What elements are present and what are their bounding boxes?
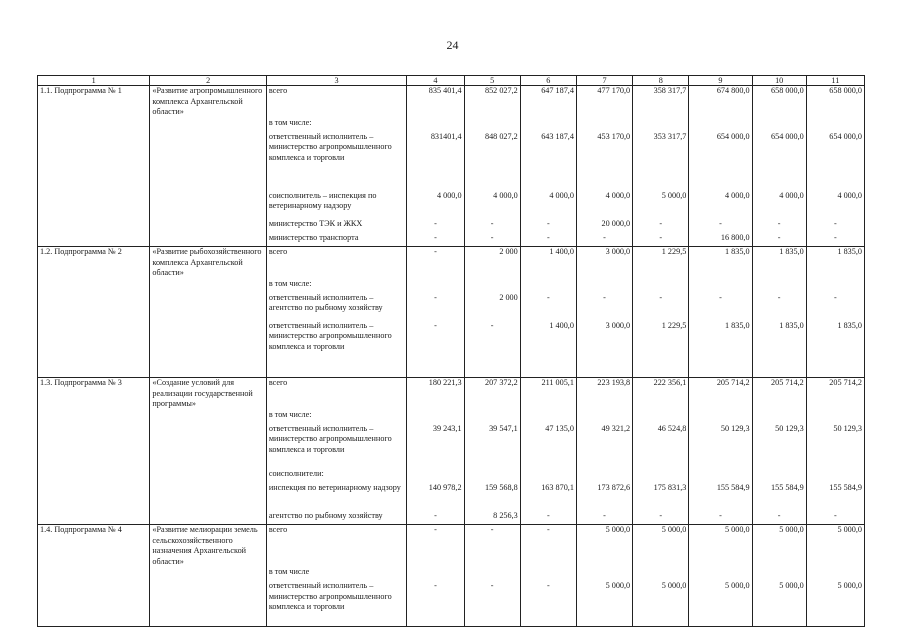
table-row <box>38 511 865 525</box>
header-cell: 2 <box>150 76 266 86</box>
header-cell: 6 <box>520 76 576 86</box>
amount-cell: 1 835,0 <box>689 321 752 366</box>
amount-cell: 159 568,8 <box>464 483 520 511</box>
amount-cell: 5 000,0 <box>633 525 689 568</box>
funding-source-label: всего <box>266 247 407 279</box>
amount-cell <box>633 469 689 483</box>
amount-cell <box>520 469 576 483</box>
budget-table <box>37 75 865 627</box>
amount-cell: - <box>464 233 520 247</box>
amount-cell <box>520 567 576 581</box>
amount-cell: - <box>806 233 864 247</box>
funding-source-label: в том числе <box>266 567 407 581</box>
amount-cell <box>752 177 806 191</box>
subprogram-title <box>150 279 266 293</box>
amount-cell: 5 000,0 <box>806 525 864 568</box>
amount-cell: - <box>407 581 464 626</box>
subprogram-title <box>150 118 266 132</box>
header-cell: 9 <box>689 76 752 86</box>
table-row <box>38 525 865 568</box>
amount-cell: 1 835,0 <box>689 247 752 279</box>
amount-cell: - <box>407 525 464 568</box>
amount-cell: 5 000,0 <box>576 525 632 568</box>
subprogram-title <box>150 567 266 581</box>
amount-cell: - <box>520 581 576 626</box>
amount-cell <box>752 118 806 132</box>
subprogram-title <box>150 293 266 321</box>
amount-cell <box>576 410 632 424</box>
table-row <box>38 219 865 233</box>
amount-cell: 180 221,3 <box>407 378 464 410</box>
amount-cell: 453 170,0 <box>576 132 632 177</box>
amount-cell <box>752 366 806 378</box>
amount-cell: - <box>464 525 520 568</box>
amount-cell: 5 000,0 <box>633 191 689 219</box>
amount-cell <box>806 567 864 581</box>
amount-cell: 207 372,2 <box>464 378 520 410</box>
amount-cell: 16 800,0 <box>689 233 752 247</box>
amount-cell: - <box>633 233 689 247</box>
amount-cell <box>464 366 520 378</box>
funding-source-label <box>266 366 407 378</box>
subprogram-title <box>150 511 266 525</box>
amount-cell: 2 000 <box>464 247 520 279</box>
amount-cell: - <box>633 293 689 321</box>
subprogram-title <box>150 469 266 483</box>
amount-cell: - <box>689 293 752 321</box>
subprogram-title <box>150 483 266 511</box>
funding-source-label: в том числе: <box>266 118 407 132</box>
funding-source-label: инспекция по ветеринарному надзору <box>266 483 407 511</box>
table-row <box>38 279 865 293</box>
amount-cell: 4 000,0 <box>407 191 464 219</box>
amount-cell: - <box>520 233 576 247</box>
amount-cell: 1 835,0 <box>752 247 806 279</box>
amount-cell: 647 187,4 <box>520 86 576 118</box>
subprogram-code <box>38 132 150 177</box>
amount-cell: 4 000,0 <box>576 191 632 219</box>
amount-cell: 155 584,9 <box>752 483 806 511</box>
amount-cell: - <box>520 511 576 525</box>
amount-cell <box>464 410 520 424</box>
amount-cell: 50 129,3 <box>806 424 864 469</box>
table-row <box>38 321 865 366</box>
funding-source-label: министерство ТЭК и ЖКХ <box>266 219 407 233</box>
table-row <box>38 177 865 191</box>
subprogram-code <box>38 581 150 626</box>
amount-cell <box>464 177 520 191</box>
table-row <box>38 424 865 469</box>
amount-cell <box>806 279 864 293</box>
table-row <box>38 567 865 581</box>
amount-cell: 848 027,2 <box>464 132 520 177</box>
amount-cell: 47 135,0 <box>520 424 576 469</box>
amount-cell <box>689 366 752 378</box>
funding-source-label: всего <box>266 86 407 118</box>
amount-cell: - <box>520 219 576 233</box>
table-row <box>38 469 865 483</box>
amount-cell <box>407 279 464 293</box>
subprogram-code <box>38 483 150 511</box>
amount-cell <box>689 567 752 581</box>
amount-cell <box>576 469 632 483</box>
amount-cell: 5 000,0 <box>576 581 632 626</box>
amount-cell: 5 000,0 <box>689 581 752 626</box>
amount-cell: - <box>806 293 864 321</box>
funding-source-label: ответственный исполнитель – министерство агропромышленного комплекса и торговли <box>266 132 407 177</box>
header-cell: 4 <box>407 76 464 86</box>
page-number: 24 <box>446 38 459 52</box>
amount-cell: 211 005,1 <box>520 378 576 410</box>
amount-cell: 50 129,3 <box>752 424 806 469</box>
subprogram-title: «Развитие рыбохозяйственного комплекса Архангельской области» <box>150 247 266 279</box>
amount-cell: - <box>806 219 864 233</box>
subprogram-code <box>38 469 150 483</box>
amount-cell <box>806 410 864 424</box>
amount-cell: 163 870,1 <box>520 483 576 511</box>
amount-cell <box>520 177 576 191</box>
funding-source-label: в том числе: <box>266 410 407 424</box>
amount-cell <box>407 118 464 132</box>
amount-cell: - <box>464 581 520 626</box>
amount-cell: 20 000,0 <box>576 219 632 233</box>
amount-cell: 50 129,3 <box>689 424 752 469</box>
header-row <box>38 76 865 86</box>
amount-cell: 49 321,2 <box>576 424 632 469</box>
subprogram-title <box>150 191 266 219</box>
amount-cell <box>806 469 864 483</box>
subprogram-code <box>38 321 150 366</box>
amount-cell <box>633 177 689 191</box>
amount-cell: 5 000,0 <box>752 581 806 626</box>
amount-cell: 643 187,4 <box>520 132 576 177</box>
subprogram-code <box>38 410 150 424</box>
amount-cell: 155 584,9 <box>689 483 752 511</box>
amount-cell: - <box>407 219 464 233</box>
amount-cell: 5 000,0 <box>633 581 689 626</box>
amount-cell <box>464 118 520 132</box>
header-cell: 1 <box>38 76 150 86</box>
amount-cell: 3 000,0 <box>576 321 632 366</box>
amount-cell: - <box>752 233 806 247</box>
amount-cell: 654 000,0 <box>806 132 864 177</box>
subprogram-code <box>38 366 150 378</box>
table-row <box>38 233 865 247</box>
amount-cell <box>752 469 806 483</box>
table-row <box>38 366 865 378</box>
amount-cell <box>464 279 520 293</box>
header-cell: 7 <box>576 76 632 86</box>
amount-cell: - <box>689 219 752 233</box>
funding-source-label: соисполнитель – инспекция по ветеринарному надзору <box>266 191 407 219</box>
amount-cell <box>806 118 864 132</box>
amount-cell: 1 835,0 <box>806 247 864 279</box>
subprogram-code <box>38 279 150 293</box>
amount-cell <box>464 469 520 483</box>
amount-cell <box>752 279 806 293</box>
table-row <box>38 86 865 118</box>
amount-cell: 1 835,0 <box>752 321 806 366</box>
amount-cell <box>464 567 520 581</box>
subprogram-code <box>38 118 150 132</box>
amount-cell: 205 714,2 <box>806 378 864 410</box>
table-header <box>38 76 865 86</box>
subprogram-code: 1.3. Подпрограмма № 3 <box>38 378 150 410</box>
amount-cell: 2 000 <box>464 293 520 321</box>
header-cell: 11 <box>806 76 864 86</box>
amount-cell: 358 317,7 <box>633 86 689 118</box>
amount-cell: - <box>576 233 632 247</box>
amount-cell: - <box>752 511 806 525</box>
amount-cell <box>407 567 464 581</box>
funding-source-label: ответственный исполнитель – министерство агропромышленного комплекса и торговли <box>266 581 407 626</box>
amount-cell <box>407 366 464 378</box>
amount-cell: 175 831,3 <box>633 483 689 511</box>
subprogram-code <box>38 424 150 469</box>
subprogram-code <box>38 293 150 321</box>
funding-source-label: ответственный исполнитель – агентство по рыбному хозяйству <box>266 293 407 321</box>
amount-cell: - <box>520 525 576 568</box>
amount-cell: 852 027,2 <box>464 86 520 118</box>
table-row <box>38 581 865 626</box>
amount-cell: 222 356,1 <box>633 378 689 410</box>
amount-cell <box>689 177 752 191</box>
funding-source-label <box>266 177 407 191</box>
amount-cell <box>689 279 752 293</box>
amount-cell: - <box>407 233 464 247</box>
amount-cell: 831401,4 <box>407 132 464 177</box>
amount-cell <box>633 366 689 378</box>
table-row <box>38 483 865 511</box>
subprogram-title <box>150 233 266 247</box>
amount-cell: - <box>806 511 864 525</box>
subprogram-code: 1.2. Подпрограмма № 2 <box>38 247 150 279</box>
subprogram-code <box>38 219 150 233</box>
amount-cell <box>576 279 632 293</box>
amount-cell: 4 000,0 <box>752 191 806 219</box>
amount-cell: 3 000,0 <box>576 247 632 279</box>
subprogram-code <box>38 177 150 191</box>
amount-cell: 658 000,0 <box>752 86 806 118</box>
amount-cell: 1 835,0 <box>806 321 864 366</box>
table-row <box>38 118 865 132</box>
funding-source-label: в том числе: <box>266 279 407 293</box>
funding-source-label: соисполнители: <box>266 469 407 483</box>
amount-cell <box>407 177 464 191</box>
amount-cell <box>806 366 864 378</box>
funding-source-label: всего <box>266 378 407 410</box>
funding-source-label: агентство по рыбному хозяйству <box>266 511 407 525</box>
amount-cell: 205 714,2 <box>752 378 806 410</box>
amount-cell <box>520 279 576 293</box>
subprogram-code <box>38 511 150 525</box>
amount-cell <box>407 410 464 424</box>
amount-cell: 5 000,0 <box>806 581 864 626</box>
amount-cell: 39 243,1 <box>407 424 464 469</box>
amount-cell: 5 000,0 <box>752 525 806 568</box>
amount-cell: - <box>464 219 520 233</box>
amount-cell: 4 000,0 <box>689 191 752 219</box>
funding-source-label: всего <box>266 525 407 568</box>
amount-cell: - <box>520 293 576 321</box>
amount-cell: - <box>576 293 632 321</box>
header-cell: 3 <box>266 76 407 86</box>
amount-cell <box>752 567 806 581</box>
funding-source-label: министерство транспорта <box>266 233 407 247</box>
amount-cell <box>576 177 632 191</box>
amount-cell <box>752 410 806 424</box>
amount-cell: 39 547,1 <box>464 424 520 469</box>
subprogram-title <box>150 177 266 191</box>
amount-cell: 1 229,5 <box>633 321 689 366</box>
amount-cell: 654 000,0 <box>689 132 752 177</box>
amount-cell: - <box>576 511 632 525</box>
amount-cell <box>806 177 864 191</box>
subprogram-title: «Развитие агропромышленного комплекса Архангельской области» <box>150 86 266 118</box>
subprogram-code <box>38 191 150 219</box>
amount-cell: 205 714,2 <box>689 378 752 410</box>
subprogram-title <box>150 410 266 424</box>
amount-cell: 223 193,8 <box>576 378 632 410</box>
funding-source-label: ответственный исполнитель – министерство агропромышленного комплекса и торговли <box>266 424 407 469</box>
subprogram-title <box>150 424 266 469</box>
amount-cell: - <box>407 321 464 366</box>
table-row <box>38 410 865 424</box>
table-row <box>38 378 865 410</box>
amount-cell <box>633 410 689 424</box>
subprogram-code <box>38 567 150 581</box>
amount-cell: 477 170,0 <box>576 86 632 118</box>
amount-cell <box>633 118 689 132</box>
amount-cell <box>520 118 576 132</box>
subprogram-title <box>150 321 266 366</box>
amount-cell: 8 256,3 <box>464 511 520 525</box>
amount-cell <box>520 410 576 424</box>
amount-cell: 4 000,0 <box>520 191 576 219</box>
amount-cell: 173 872,6 <box>576 483 632 511</box>
amount-cell <box>689 469 752 483</box>
amount-cell <box>633 567 689 581</box>
table-row <box>38 191 865 219</box>
amount-cell: - <box>633 511 689 525</box>
amount-cell: 658 000,0 <box>806 86 864 118</box>
subprogram-code: 1.4. Подпрограмма № 4 <box>38 525 150 568</box>
amount-cell: 654 000,0 <box>752 132 806 177</box>
subprogram-title: «Развитие мелиорации земель сельскохозяйственного назначения Архангельской области» <box>150 525 266 568</box>
subprogram-title <box>150 581 266 626</box>
amount-cell: - <box>407 247 464 279</box>
amount-cell: 5 000,0 <box>689 525 752 568</box>
amount-cell <box>407 469 464 483</box>
amount-cell: 4 000,0 <box>806 191 864 219</box>
subprogram-code <box>38 233 150 247</box>
header-cell: 10 <box>752 76 806 86</box>
amount-cell: 674 800,0 <box>689 86 752 118</box>
funding-source-label: ответственный исполнитель – министерство агропромышленного комплекса и торговли <box>266 321 407 366</box>
amount-cell: - <box>407 293 464 321</box>
amount-cell: 1 400,0 <box>520 321 576 366</box>
amount-cell: - <box>752 219 806 233</box>
amount-cell <box>576 118 632 132</box>
header-cell: 8 <box>633 76 689 86</box>
table-row <box>38 132 865 177</box>
amount-cell: - <box>407 511 464 525</box>
amount-cell: 4 000,0 <box>464 191 520 219</box>
table-row <box>38 247 865 279</box>
amount-cell: - <box>689 511 752 525</box>
subprogram-title: «Создание условий для реализации государственной программы» <box>150 378 266 410</box>
amount-cell <box>520 366 576 378</box>
header-cell: 5 <box>464 76 520 86</box>
amount-cell: 835 401,4 <box>407 86 464 118</box>
amount-cell <box>576 366 632 378</box>
amount-cell <box>689 410 752 424</box>
amount-cell <box>689 118 752 132</box>
table-row <box>38 293 865 321</box>
table-body <box>38 86 865 627</box>
amount-cell: - <box>752 293 806 321</box>
subprogram-title <box>150 366 266 378</box>
amount-cell: 46 524,8 <box>633 424 689 469</box>
amount-cell: 353 317,7 <box>633 132 689 177</box>
subprogram-title <box>150 219 266 233</box>
amount-cell: 155 584,9 <box>806 483 864 511</box>
subprogram-title <box>150 132 266 177</box>
amount-cell: 1 400,0 <box>520 247 576 279</box>
amount-cell: 140 978,2 <box>407 483 464 511</box>
amount-cell <box>576 567 632 581</box>
amount-cell <box>633 279 689 293</box>
amount-cell: - <box>464 321 520 366</box>
amount-cell: 1 229,5 <box>633 247 689 279</box>
amount-cell: - <box>633 219 689 233</box>
subprogram-code: 1.1. Подпрограмма № 1 <box>38 86 150 118</box>
